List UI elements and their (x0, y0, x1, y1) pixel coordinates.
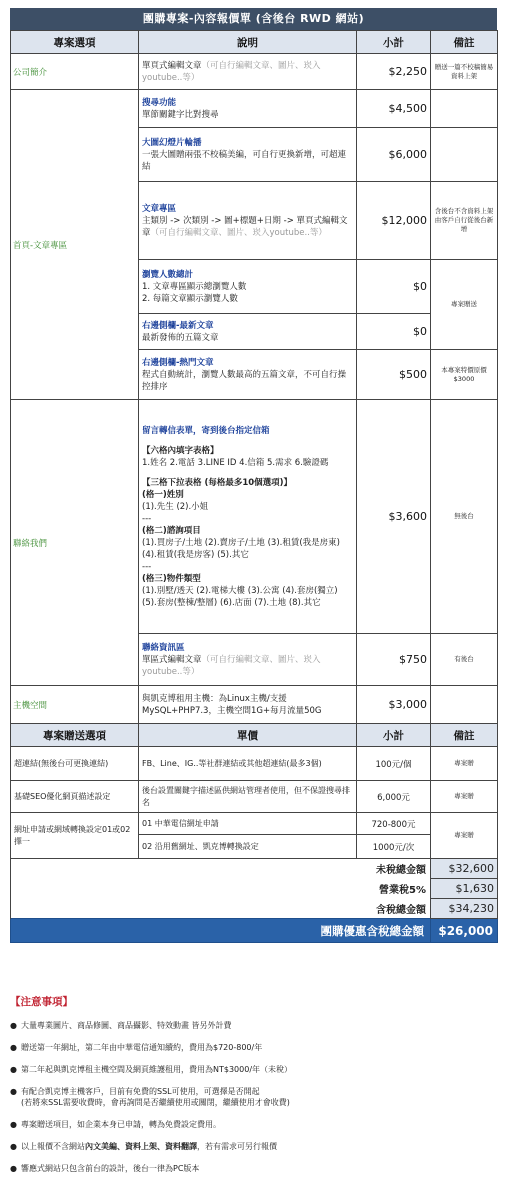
views-price: $0 (357, 260, 431, 314)
notes-section (10, 994, 497, 1185)
header2-remark: 備註 (431, 724, 498, 747)
row-gift-links (11, 747, 498, 781)
notes-list (10, 1020, 497, 1174)
note-item-3: ● 第二年起與凱克博租主機空間及網頁維護租用，費用為NT$3000/年（未稅） (10, 1064, 497, 1075)
intro-desc-gray: （可自行編輯文章、圖片、崁入youtube..等） (142, 60, 321, 83)
total-value: $34,230 (431, 899, 498, 919)
articles-gray: （可自行編輯文章、圖片、崁入youtube..等） (150, 227, 327, 238)
sep-1: --- (142, 513, 152, 524)
grand-value: $26,000 (431, 919, 498, 943)
latest-remark: 專案贈送 (431, 260, 498, 350)
g1-title: (格一)姓別 (142, 489, 184, 500)
articles-desc (139, 182, 357, 260)
header-remark: 備註 (431, 31, 498, 54)
header-subtotal: 小計 (357, 31, 431, 54)
search-desc (139, 90, 357, 128)
latest-text: 最新發佈的五篇文章 (142, 332, 219, 343)
sep-2: --- (142, 561, 152, 572)
hot-desc (139, 350, 357, 400)
hot-text: 程式自動統計，瀏覽人數最高的五篇文章，不可自行操控排序 (142, 369, 347, 392)
pretax-value: $32,600 (431, 859, 498, 879)
row-tax (11, 879, 498, 899)
gift-links-subtotal: 100元/個 (357, 747, 431, 781)
six-title: 【六格內填字表格】 (142, 445, 219, 456)
search-title: 搜尋功能 (142, 97, 177, 108)
six-text: 1.姓名 2.電話 3.LINE ID 4.信箱 5.需求 6.驗證碼 (142, 457, 329, 468)
note-item-4-line1: ● 有配合凱克博主機客戶，目前有免費的SSL可使用，可選擇是否開起 (21, 1087, 260, 1096)
slider-desc (139, 128, 357, 182)
g3-text: (1).別墅/透天 (2).電梯大樓 (3).公寓 (4).套房(獨立) (5).套房(整棟/整層) (6).店面 (7).土地 (8).其它 (142, 585, 338, 608)
header-row-2 (11, 724, 498, 747)
note-item-2: ● 贈送第一年網址，第二年由中華電信通知續約，費用為$720-800/年 (10, 1042, 497, 1053)
notes-heading: 【注意事項】 (10, 996, 73, 1008)
gift-links-remark: 專案贈 (431, 747, 498, 781)
contact-price: $3,600 (357, 400, 431, 634)
gift-domain-remark: 專案贈 (431, 813, 498, 859)
gift-links-item: 超連結(無後台可更換連結) (11, 747, 139, 781)
header2-subtotal: 小計 (357, 724, 431, 747)
row-contact-form (11, 400, 498, 634)
hot-price: $500 (357, 350, 431, 400)
note-item-6-a: 以上報價不含網站 (21, 1142, 85, 1151)
note-item-6 (10, 1141, 497, 1152)
total-label: 含稅總金額 (11, 899, 431, 919)
gift-seo-item: 基礎SEO優化網頁描述設定 (11, 781, 139, 813)
slider-title: 大圖幻燈片輪播 (142, 137, 202, 148)
articles-title: 文章專區 (142, 203, 177, 214)
views-line2: 2. 每篇文章顯示瀏覽人數 (142, 293, 238, 304)
slider-text: 一張大圖贈兩張不校稿美編，可自行更換新增，可超連結 (142, 149, 347, 172)
host-price: $3,000 (357, 686, 431, 724)
hot-remark: 本專案特價原價 $3000 (431, 350, 498, 400)
form-title: 留言轉信表單，寄到後台指定信箱 (142, 425, 270, 436)
latest-desc (139, 314, 357, 350)
search-price: $4,500 (357, 90, 431, 128)
row-gift-domain-1 (11, 813, 498, 835)
g2-title: (格二)諮詢項目 (142, 525, 201, 536)
row-search (11, 90, 498, 128)
gift-links-text: FB、Line、IG..等社群連結或其他超連結(最多3個) (139, 747, 357, 781)
articles-text: 主類別 -> 次類別 -> 圖+標題+日期 -> 單頁式編輯文章 (142, 215, 348, 238)
g1-text: (1).先生 (2).小姐 (142, 501, 209, 512)
gift-domain-item: 網址申請或網域轉換設定01或02擇一 (11, 813, 139, 859)
host-text: 與凱克博租用主機：為Linux主機/支援 MySQL+PHP7.3，主機空間1G+每月流量50G (139, 686, 357, 724)
category-intro: 公司簡介 (11, 54, 139, 90)
info-text: 單區式編輯文章 (142, 654, 202, 665)
gift-domain-opt1-subtotal: 720-800元 (357, 813, 431, 835)
intro-desc-main: 單頁式編輯文章 (142, 60, 202, 71)
gift-domain-opt2-subtotal: 1000元/次 (357, 835, 431, 859)
intro-remark: 贈送一篇不校稿簡易資料上架 (431, 54, 498, 90)
host-remark (431, 686, 498, 724)
gift-seo-text: 後台設置關鍵字描述區供網站管理者使用，但不保證搜尋排名 (139, 781, 357, 813)
grand-label: 團購優惠含稅總金額 (11, 919, 431, 943)
note-item-4-line2: (若將來SSL需要收費時，會再詢問是否繼續使用或關閉，繼續使用才會收費) (21, 1098, 290, 1107)
header-item: 專案選項 (11, 31, 139, 54)
category-host: 主機空間 (11, 686, 139, 724)
row-grand (11, 919, 498, 943)
views-title: 瀏覽人數總計 (142, 269, 194, 280)
quote-sheet (10, 8, 497, 943)
slider-price: $6,000 (357, 128, 431, 182)
articles-price: $12,000 (357, 182, 431, 260)
page-title: 團購專案-內容報價單 (含後台 RWD 網站) (10, 8, 497, 30)
header-desc: 說明 (139, 31, 357, 54)
search-text: 單節關鍵字比對搜尋 (142, 109, 219, 120)
note-item-5: ● 專案贈送項目，如企業本身已申請，轉為免費設定費用。 (10, 1119, 497, 1130)
row-host (11, 686, 498, 724)
g3-title: (格三)物件類型 (142, 573, 201, 584)
views-line1: 1. 文章專區顯示總瀏覽人數 (142, 281, 247, 292)
category-home: 首頁-文章專區 (11, 90, 139, 400)
contact-remark: 無後台 (431, 400, 498, 634)
header2-item: 專案贈送選項 (11, 724, 139, 747)
tax-label: 營業稅5% (11, 879, 431, 899)
gift-domain-opt2: 02 沿用舊網址、凱克博轉換設定 (139, 835, 357, 859)
category-contact: 聯絡我們 (11, 400, 139, 686)
intro-desc (139, 54, 357, 90)
row-intro (11, 54, 498, 90)
info-price: $750 (357, 634, 431, 686)
g2-text: (1).買房子/土地 (2).賣房子/土地 (3).租賃(我是房東) (4).租賃(我是房客) (5).其它 (142, 537, 340, 560)
gift-seo-remark: 專案贈 (431, 781, 498, 813)
note-item-4 (10, 1086, 497, 1108)
info-remark: 有後台 (431, 634, 498, 686)
header-row (11, 31, 498, 54)
info-desc (139, 634, 357, 686)
header2-price: 單價 (139, 724, 357, 747)
tax-value: $1,630 (431, 879, 498, 899)
views-desc (139, 260, 357, 314)
quote-table (10, 30, 498, 943)
info-gray: （可自行編輯文章、圖片、崁入youtube..等） (142, 654, 321, 677)
gift-seo-subtotal: 6,000元 (357, 781, 431, 813)
search-remark (431, 90, 498, 128)
pretax-label: 未稅總金額 (11, 859, 431, 879)
row-gift-seo (11, 781, 498, 813)
three-title: 【三格下拉表格 (每格最多10個選項)】 (142, 477, 293, 488)
contact-form-desc (139, 400, 357, 634)
intro-price: $2,250 (357, 54, 431, 90)
latest-title: 右邊側欄-最新文章 (142, 320, 214, 331)
hot-title: 右邊側欄-熱門文章 (142, 357, 214, 368)
info-title: 聯絡資訊區 (142, 642, 185, 653)
note-item-6-b: 內文美編、資料上架、資料翻譯 (85, 1142, 197, 1151)
note-item-7: ● 響應式網站只包含前台的設計，後台一律為PC版本 (10, 1163, 497, 1174)
articles-remark: 含後台不含資料上架由客戶自行從後台新增 (431, 182, 498, 260)
row-pretax (11, 859, 498, 879)
note-item-1: ● 大量專業圖片、商品修圖、商品攝影、特效動畫 皆另外計費 (10, 1020, 497, 1031)
gift-domain-opt1: 01 中華電信網址申請 (139, 813, 357, 835)
row-total (11, 899, 498, 919)
note-item-6-c: ，若有需求可另行報價 (197, 1142, 277, 1151)
slider-remark (431, 128, 498, 182)
latest-price: $0 (357, 314, 431, 350)
